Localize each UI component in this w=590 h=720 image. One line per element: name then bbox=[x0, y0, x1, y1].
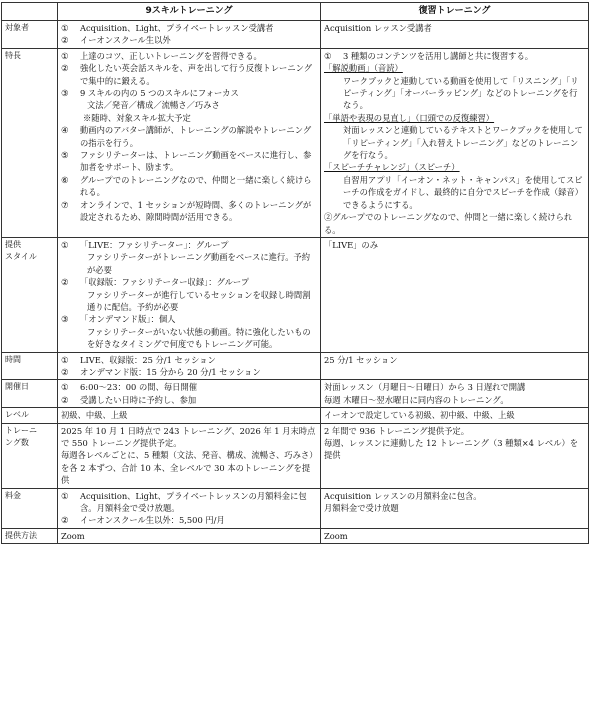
cell-9skill bbox=[58, 352, 321, 380]
list-item bbox=[61, 366, 317, 378]
row-label: 料金 bbox=[2, 488, 58, 528]
item-text: Acquisition、Light、プライベートレッスンの月額料金に包含。月額料金で受け放題。 bbox=[80, 490, 307, 514]
item-number: ② bbox=[61, 515, 69, 526]
item-number: ① bbox=[61, 50, 69, 61]
item-text: 3 種類のコンテンツを活用し講師と共に復習する。 bbox=[343, 50, 534, 61]
item-number: ③ bbox=[61, 314, 69, 325]
item-number: ⑥ bbox=[61, 174, 69, 185]
list-item bbox=[61, 313, 317, 325]
header-row bbox=[2, 3, 589, 21]
list-item bbox=[61, 239, 317, 251]
item-text: 「収録版：ファシリテーター収録」：グループ bbox=[80, 277, 250, 288]
list-item bbox=[61, 174, 317, 199]
content-body: ワークブックと連動している動画を使用して「リスニング」「リピーティング」「オーバーラッピング」などのトレーニングを行なう。 bbox=[343, 75, 579, 111]
row-label: 時間 bbox=[2, 352, 58, 380]
row-schedule bbox=[2, 380, 589, 408]
item-text: 9 スキルの内の 5 つのスキルにフォーカス bbox=[80, 88, 239, 99]
list-item bbox=[61, 124, 317, 149]
content-body: 対面レッスンと連動しているテキストとワークブックを使用して「リピーティング」「入れ替えトレーニング」などのトレーニングを行なう。 bbox=[343, 125, 583, 161]
list-item bbox=[61, 490, 317, 515]
count-text: 2025 年 10 月 1 日時点で 243 トレーニング、2026 年 1 月末時点で 550 トレーニング提供予定。 bbox=[61, 425, 316, 448]
item-text: 動画内のアバター講師が、トレーニングの解説やトレーニングの指示を行う。 bbox=[80, 125, 312, 148]
list-item bbox=[61, 22, 317, 34]
item-number: ① bbox=[61, 490, 69, 501]
row-label: 開催日 bbox=[2, 380, 58, 408]
fee-text: Acquisition レッスンの月額料金に包含。 bbox=[324, 490, 482, 501]
list-item bbox=[324, 50, 585, 62]
item-text: 「オンデマンド版」：個人 bbox=[80, 314, 176, 325]
cell-review bbox=[321, 488, 589, 528]
closing-text: ②グループでのトレーニングなので、仲間と一緒に楽しく続けられる。 bbox=[324, 212, 573, 235]
item-text: オンデマンド版：15 分から 20 分/1 セッション bbox=[80, 366, 261, 377]
skill-note: ※随時、対象スキル拡大予定 bbox=[83, 112, 191, 123]
list-item bbox=[61, 34, 317, 46]
comparison-table bbox=[1, 2, 589, 544]
item-detail: ファシリテーターが進行しているセッションを収録し時間割通りに配信。予約が必要 bbox=[87, 289, 311, 312]
item-number: ② bbox=[61, 35, 69, 46]
row-time bbox=[2, 352, 589, 380]
fee-text: 月額料金で受け放題 bbox=[324, 503, 399, 514]
header-review: 復習トレーニング bbox=[321, 3, 589, 21]
list-item bbox=[61, 149, 317, 174]
header-empty bbox=[2, 3, 58, 21]
cell-9skill bbox=[58, 380, 321, 408]
cell-review bbox=[321, 423, 589, 488]
content-title: 「スピーチチャレンジ」（スピーチ） bbox=[324, 162, 460, 173]
header-9skill: 9スキルトレーニング bbox=[58, 3, 321, 21]
row-fee bbox=[2, 488, 589, 528]
cell-9skill bbox=[58, 423, 321, 488]
list-item bbox=[61, 276, 317, 288]
schedule-text: 毎週 木曜日～翌水曜日に同内容のトレーニング。 bbox=[324, 394, 509, 405]
cell-review: Acquisition レッスン受講者 bbox=[321, 21, 589, 49]
item-number: ⑤ bbox=[61, 150, 69, 161]
item-number: ① bbox=[324, 50, 332, 61]
item-number: ② bbox=[61, 63, 69, 74]
item-detail: ファシリテーターがいない状態の動画。特に強化したいものを好きなタイミングで何度でもトレーニング可能。 bbox=[87, 326, 311, 350]
cell-9skill bbox=[58, 488, 321, 528]
row-label: トレーニ ング数 bbox=[2, 423, 58, 488]
item-text: オンラインで、1 セッションが短時間、多くのトレーニングが設定されるため、隙間時間が活用できる。 bbox=[80, 199, 312, 223]
item-text: 6:00～23：00 の間、毎日開催 bbox=[80, 382, 198, 393]
row-label: 提供 スタイル bbox=[2, 237, 58, 352]
cell-9skill: 初級、中級、上級 bbox=[58, 408, 321, 423]
skill-list: 文法／発音／構成／流暢さ／巧みさ bbox=[87, 100, 220, 111]
cell-review: Zoom bbox=[321, 528, 589, 543]
content-body: 自習用アプリ「イーオン・ネット・キャンパス」を使用してスピーチの作成をガイドし、最終的に自分でスピーチを作成（録音）できるようにする。 bbox=[343, 174, 584, 210]
item-text: イーオンスクール生以外：5,500 円/月 bbox=[80, 515, 225, 526]
row-label: 特長 bbox=[2, 48, 58, 237]
cell-9skill: Zoom bbox=[58, 528, 321, 543]
content-title: 「解説動画」（音読） bbox=[324, 63, 403, 74]
row-label: 提供方法 bbox=[2, 528, 58, 543]
item-detail: ファシリテーターがトレーニング動画をベースに進行。予約が必要 bbox=[87, 252, 311, 275]
list-item bbox=[61, 199, 317, 224]
content-title: 「単語や表現の見直し」（口頭での反復練習） bbox=[324, 112, 495, 123]
cell-review: 「LIVE」のみ bbox=[321, 237, 589, 352]
item-number: ④ bbox=[61, 125, 69, 136]
row-label: 対象者 bbox=[2, 21, 58, 49]
item-text: イーオンスクール生以外 bbox=[80, 35, 171, 46]
item-number: ① bbox=[61, 382, 69, 393]
row-target bbox=[2, 21, 589, 49]
count-text: 2 年間で 936 トレーニング提供予定。 bbox=[324, 425, 470, 436]
item-number: ① bbox=[61, 239, 69, 250]
item-text: グループでのトレーニングなので、仲間と一緒に楽しく続けられる。 bbox=[80, 174, 312, 198]
item-number: ② bbox=[61, 366, 69, 377]
list-item bbox=[61, 87, 317, 99]
cell-9skill bbox=[58, 237, 321, 352]
cell-9skill bbox=[58, 21, 321, 49]
cell-review: 25 分/1 セッション bbox=[321, 352, 589, 380]
list-item bbox=[61, 381, 317, 393]
item-text: LIVE、収録版：25 分/1 セッション bbox=[80, 354, 216, 365]
row-count bbox=[2, 423, 589, 488]
cell-review bbox=[321, 380, 589, 408]
schedule-text: 対面レッスン（月曜日～日曜日）から 3 日遅れで開講 bbox=[324, 382, 526, 393]
row-label: レベル bbox=[2, 408, 58, 423]
item-text: 「LIVE：ファシリテーター」：グループ bbox=[80, 239, 229, 250]
list-item bbox=[61, 394, 317, 406]
item-text: ファシリテーターは、トレーニング動画をベースに進行し、参加者をサポート、励ます。 bbox=[80, 150, 312, 173]
row-level bbox=[2, 408, 589, 423]
item-text: 強化したい英会話スキルを、声を出して行う反復トレーニングで集中的に鍛える。 bbox=[80, 63, 313, 86]
list-item bbox=[61, 50, 317, 62]
item-number: ① bbox=[61, 23, 69, 33]
cell-review: イーオンで設定している初級、初中級、中級、上級 bbox=[321, 408, 589, 423]
row-style bbox=[2, 237, 589, 352]
cell-9skill bbox=[58, 48, 321, 237]
count-text: 毎週、レッスンに連動した 12 トレーニング（3 種類×4 レベル）を提供 bbox=[324, 438, 579, 461]
count-text: 毎週各レベルごとに、5 種類（文法、発音、構成、流暢さ、巧みさ）を各 2 本ずつ、合計 10 本、全レベルで 30 本のトレーニングを提供 bbox=[61, 450, 314, 486]
item-number: ③ bbox=[61, 88, 69, 99]
item-number: ① bbox=[61, 354, 69, 365]
item-number: ② bbox=[61, 394, 69, 405]
item-text: Acquisition、Light、プライベートレッスン受講者 bbox=[80, 23, 274, 33]
item-number: ② bbox=[61, 277, 69, 288]
cell-review bbox=[321, 48, 589, 237]
item-text: 上達のコツ、正しいトレーニングを習得できる。 bbox=[80, 50, 262, 61]
item-text: 受講したい日時に予約し、参加 bbox=[80, 394, 197, 405]
row-method bbox=[2, 528, 589, 543]
list-item bbox=[61, 62, 317, 87]
list-item bbox=[61, 514, 317, 526]
item-number: ⑦ bbox=[61, 199, 69, 210]
row-features bbox=[2, 48, 589, 237]
list-item bbox=[61, 354, 317, 366]
